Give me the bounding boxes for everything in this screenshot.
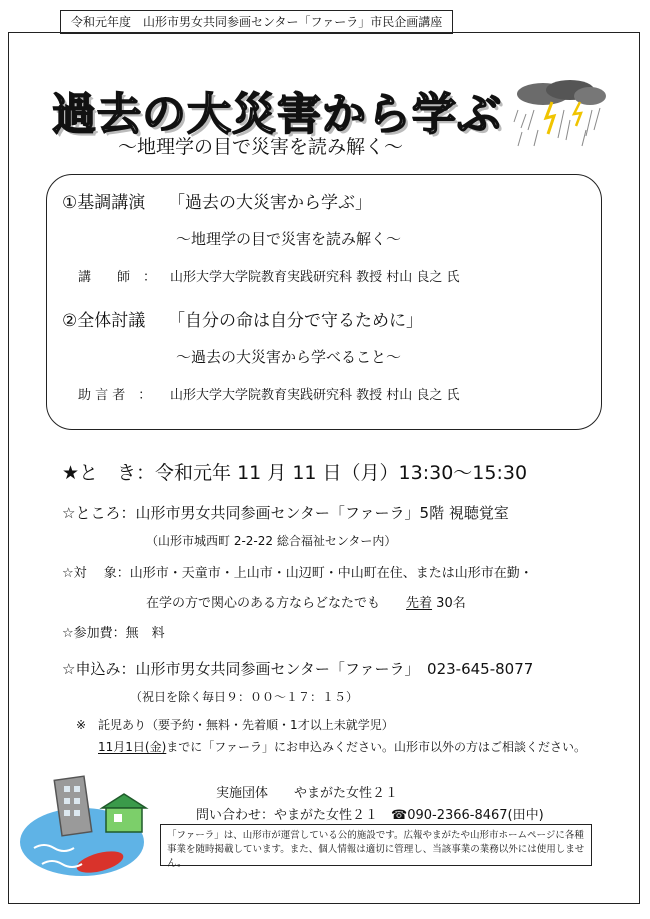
contact-info: 問い合わせ：やまがた女性２１ ☎090-2366-8467(田中) [196, 808, 544, 823]
event-target-line2 [146, 592, 466, 611]
deadline-date: 11月1日(金) [98, 740, 167, 754]
event-venue-address: （山形市城西町 2-2-22 総合福祉センター内） [146, 534, 397, 548]
event-application: ☆申込み：山形市男女共同参画センター「ファーラ」 023-645-8077 [62, 660, 534, 678]
event-target-text: 在学の方で関心のある方ならどなたでも [146, 596, 381, 611]
event-target-line1: ☆対 象：山形市・天童市・上山市・山辺町・中山町在住、または山形市在勤・ [62, 566, 533, 581]
program-item2-role: 助 言 者 ： [78, 388, 152, 403]
program-item1-subtitle: ～地理学の目で災害を読み解く～ [176, 230, 402, 248]
storm-cloud-icon [508, 80, 608, 152]
program-item1-role: 講 師 ： [78, 270, 157, 285]
program-item2-subtitle: ～過去の大災害から学べること～ [176, 348, 402, 366]
deadline-text: までに「ファーラ」にお申込みください。山形市以外の方はご相談ください。 [166, 740, 587, 754]
application-hours: （祝日を除く毎日９：００～１７：１５） [130, 690, 359, 704]
childcare-note: ※ 託児あり（要予約・無料・先着順・1才以上未就学児） [76, 718, 394, 732]
disclaimer-box: 「ファーラ」は、山形市が運営している公的施設です。広報やまがたや山形市ホームページに各種事業を随時掲載しています。また、個人情報は適切に管理し、当該事業の業務以外には使用しません。 [160, 824, 592, 866]
flood-illustration-icon [14, 760, 154, 884]
page-subtitle: ～地理学の目で災害を読み解く～ [118, 136, 404, 158]
header-tag: 令和元年度 山形市男女共同参画センター「ファーラ」市民企画講座 [60, 10, 453, 34]
organizer: 実施団体 やまがた女性２１ [216, 786, 399, 801]
event-date: ★と き：令和元年 11 月 11 日（月）13:30～15:30 [62, 462, 528, 484]
event-venue: ☆ところ：山形市男女共同参画センター「ファーラ」5階 視聴覚室 [62, 504, 509, 522]
program-item2-title: 「自分の命は自分で守るために」 [168, 311, 423, 331]
page-title: 過去の大災害から学ぶ [52, 89, 502, 140]
program-item2-label: ②全体討議 [62, 311, 146, 331]
program-item1-person: 山形大学大学院教育実践研究科 教授 村山 良之 氏 [170, 270, 460, 285]
deadline-note [98, 738, 586, 755]
first-come-label: 先着 [406, 596, 433, 611]
program-item1-title: 「過去の大災害から学ぶ」 [168, 193, 372, 213]
capacity-value: 30名 [432, 596, 466, 611]
program-item1-label: ①基調講演 [62, 193, 146, 213]
event-fee: ☆参加費：無 料 [62, 626, 165, 641]
program-item2-person: 山形大学大学院教育実践研究科 教授 村山 良之 氏 [170, 388, 460, 403]
